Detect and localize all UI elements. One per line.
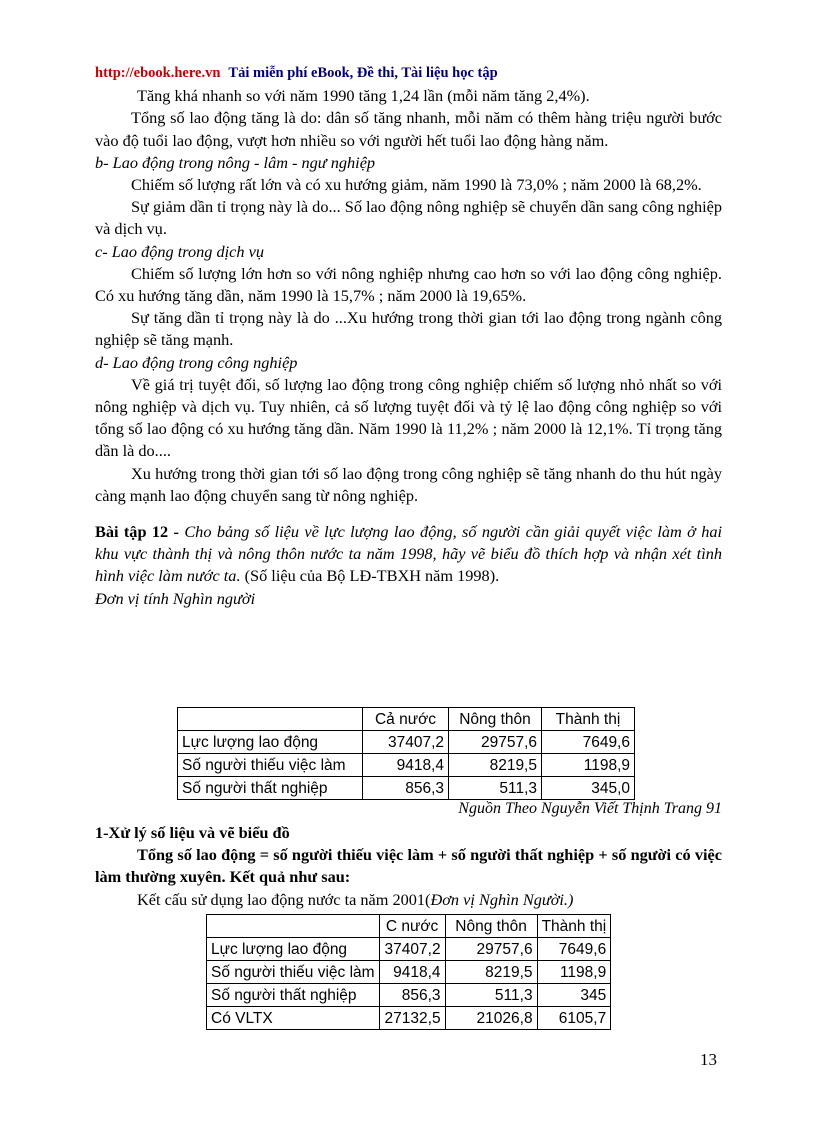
table-cell: Số người thiếu việc làm [207, 961, 380, 984]
table-cell: 345,0 [542, 777, 635, 800]
paragraph: Về giá trị tuyệt đối, số lượng lao động trong công nghiệp chiếm số lượng nhỏ nhất so với nông nghiệp và dịch vụ. Tuy nhiên, cả số lượng tuyệt đối và tỷ lệ lao động công nghiệp so với tổng số lao động có xu hướng tăng dần. Năm 1990 là 11,2% ; năm 2000 là 12,1%. Tỉ trọng tăng dần là do.... [95, 374, 722, 461]
table-row [178, 731, 635, 754]
paragraph: Chiếm số lượng lớn hơn so với nông nghiệp nhưng cao hơn so với lao động công nghiệp. Có xu hướng tăng dần, năm 1990 là 15,7% ; năm 2000 là 19,65%. [95, 263, 722, 306]
table-row [207, 961, 611, 984]
table-row [178, 777, 635, 800]
table-row [207, 1007, 611, 1030]
table-header-cell: Cả nước [363, 708, 449, 731]
document-body [95, 62, 722, 610]
caption-italic: Đơn vị Nghìn Người.) [430, 889, 574, 909]
table-cell: 511,3 [449, 777, 542, 800]
table-cell: 1198,9 [537, 961, 611, 984]
section-1 [95, 822, 722, 911]
table-cell: 29757,6 [449, 731, 542, 754]
table-header-cell: Thành thị [542, 708, 635, 731]
table-header-cell: Nông thôn [449, 708, 542, 731]
table-header-cell: C nước [379, 915, 445, 938]
header-tagline: Tải miễn phí eBook, Đề thi, Tài liệu học tập [228, 65, 498, 81]
exercise-label: Bài tập 12 - [95, 522, 179, 542]
table-cell: Có VLTX [207, 1007, 380, 1030]
table-cell: 345 [537, 984, 611, 1007]
table-header-row [207, 915, 611, 938]
table-cell: Số người thất nghiệp [207, 984, 380, 1007]
section-title: 1-Xử lý số liệu và vẽ biểu đồ [95, 823, 290, 842]
paragraph: Tổng số lao động tăng là do: dân số tăng nhanh, mỗi năm có thêm hàng triệu người bước vào độ tuổi lao động, vượt hơn nhiều so với người hết tuổi lao động hàng năm. [95, 108, 722, 150]
table-cell: Số người thất nghiệp [178, 777, 363, 800]
table-caption [95, 889, 722, 911]
subheading-d: d- Lao động trong công nghiệp [95, 352, 298, 372]
table-cell: 21026,8 [445, 1007, 537, 1030]
exercise-unit: Đơn vị tính Nghìn người [95, 588, 256, 608]
table-header-cell: Thành thị [537, 915, 611, 938]
table-cell: 9418,4 [363, 754, 449, 777]
table-row [207, 938, 611, 961]
table-cell: 9418,4 [379, 961, 445, 984]
table-cell: 856,3 [379, 984, 445, 1007]
paragraph: Xu hướng trong thời gian tới số lao động trong công nghiệp sẽ tăng nhanh do thu hút ngày càng mạnh lao động chuyển sang từ nông nghiệp. [95, 463, 722, 505]
table-cell: 7649,6 [537, 938, 611, 961]
exercise-text: Cho bảng số liệu về lực lượng lao động, số người cần giải quyết việc làm ở hai khu vực thành thị và nông thôn nước ta năm 1998, hãy vẽ biểu đồ thích hợp và nhận xét tình hình việc làm nước ta. [95, 522, 723, 586]
table-cell: 511,3 [445, 984, 537, 1007]
paragraph: Tăng khá nhanh so với năm 1990 tăng 1,24 lần (mỗi năm tăng 2,4%). [137, 86, 590, 106]
table-header-cell: Nông thôn [445, 915, 537, 938]
table-cell: 29757,6 [445, 938, 537, 961]
table-cell: 7649,6 [542, 731, 635, 754]
paragraph: Chiếm số lượng rất lớn và có xu hướng giảm, năm 1990 là 73,0% ; năm 2000 là 68,2%. [131, 175, 702, 195]
formula: Tổng số lao động = số người thiếu việc làm + số người thất nghiệp + số người có việc làm thường xuyên. Kết quả như sau: [95, 845, 722, 887]
caption-plain: Kết cấu sử dụng lao động nước ta năm 2001( [137, 889, 431, 909]
page-header [95, 62, 722, 84]
table-row [207, 984, 611, 1007]
table-cell: 856,3 [363, 777, 449, 800]
table-source: Nguồn Theo Nguyễn Viết Thịnh Trang 91 [458, 800, 722, 817]
exercise-12 [95, 521, 722, 588]
table-cell: 8219,5 [449, 754, 542, 777]
header-url[interactable]: http://ebook.here.vn [95, 65, 221, 81]
paragraph: Sự tăng dần tỉ trọng này là do ...Xu hướng trong thời gian tới lao động trong ngành công nghiệp sẽ tăng mạnh. [95, 308, 722, 350]
paragraph: Sự giảm dần tỉ trọng này là do... Số lao động nông nghiệp sẽ chuyển dần sang công nghiệp và dịch vụ. [95, 197, 722, 239]
subheading-b: b- Lao động trong nông - lâm - ngư nghiệp [95, 152, 376, 172]
table-cell: 37407,2 [363, 731, 449, 754]
table-cell: 27132,5 [379, 1007, 445, 1030]
table-cell: 8219,5 [445, 961, 537, 984]
table-header-cell [207, 915, 380, 938]
subheading-c: c- Lao động trong dịch vụ [95, 241, 264, 261]
table-header-cell [178, 708, 363, 731]
data-table-1998 [177, 707, 635, 800]
table-cell: Số người thiếu việc làm [178, 754, 363, 777]
table-header-row [178, 708, 635, 731]
table-cell: Lực lượng lao động [207, 938, 380, 961]
page-number: 13 [700, 1050, 717, 1069]
table-cell: 37407,2 [379, 938, 445, 961]
table-cell: 1198,9 [542, 754, 635, 777]
data-table-2001 [206, 914, 611, 1030]
table-row [178, 754, 635, 777]
exercise-source-note: (Số liệu của Bộ LĐ-TBXH năm 1998). [244, 566, 500, 586]
table-cell: Lực lượng lao động [178, 731, 363, 754]
table-cell: 6105,7 [537, 1007, 611, 1030]
